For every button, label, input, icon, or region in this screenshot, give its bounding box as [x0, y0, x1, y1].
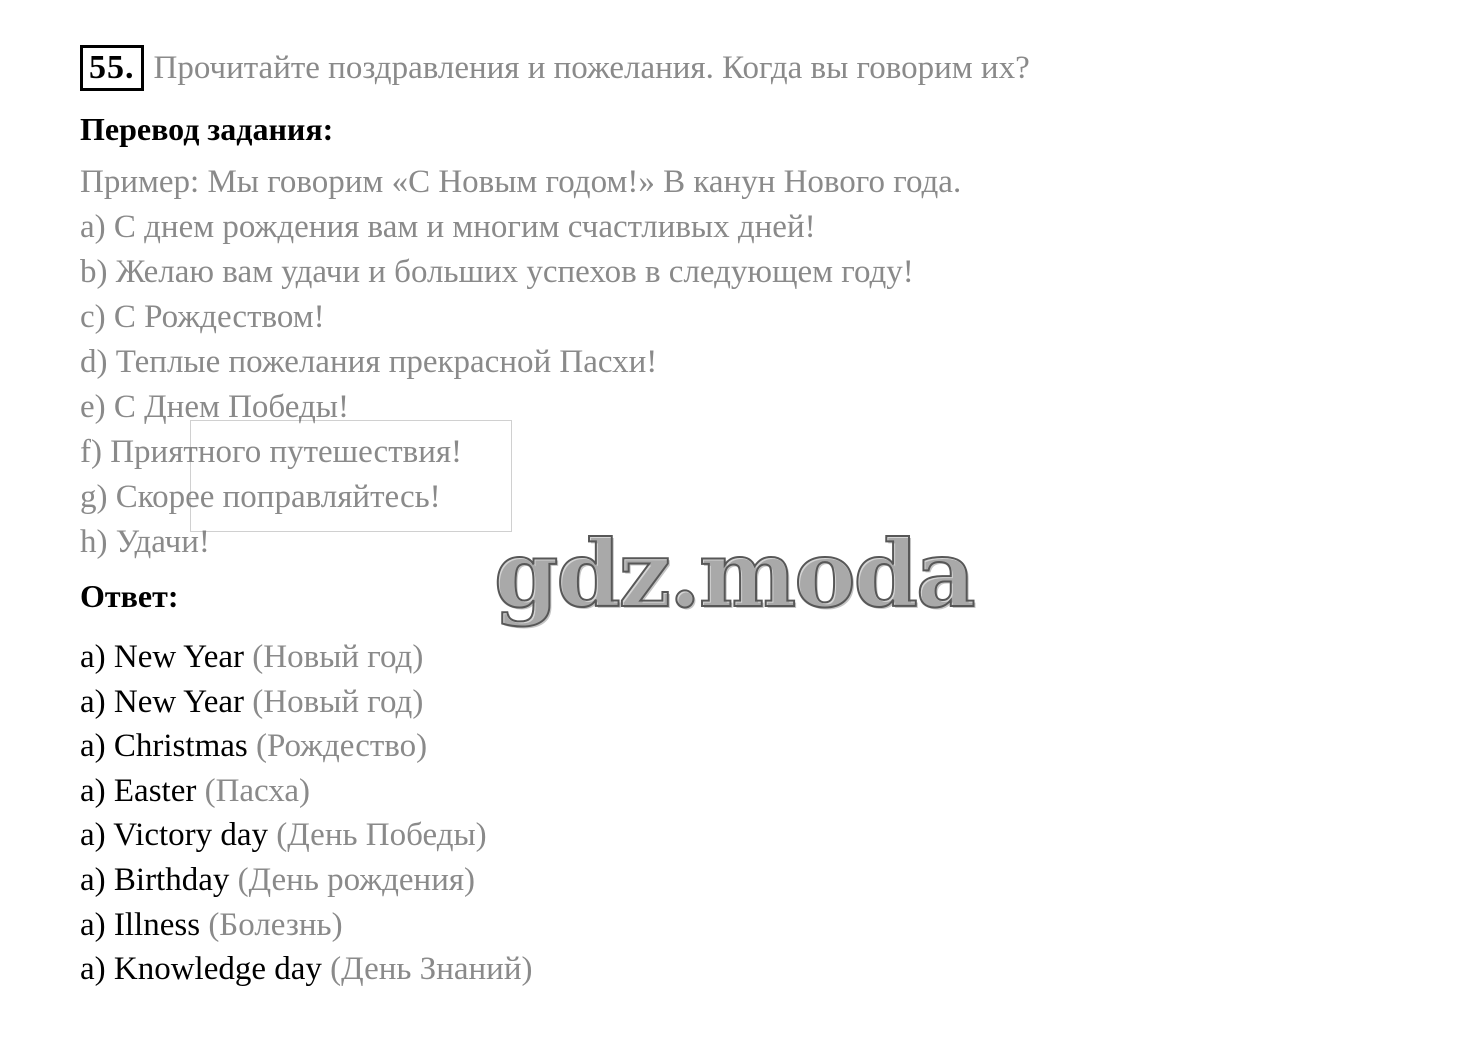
document-page	[80, 38, 1420, 992]
translation-item: e) С Днем Победы!	[80, 389, 349, 425]
translation-item: g) Скорее поправляйтесь!	[80, 479, 441, 515]
answer-letter: a)	[80, 906, 114, 943]
answer-letter: a)	[80, 639, 114, 675]
answer-english: New Year	[113, 683, 245, 720]
answer-letter: a)	[80, 861, 114, 898]
translation-item: b) Желаю вам удачи и больших успехов в следующем году!	[80, 254, 914, 290]
answer-item	[80, 769, 1420, 814]
task-number: 55.	[80, 45, 144, 91]
answer-english: Christmas	[113, 728, 248, 765]
translation-list	[80, 160, 1420, 565]
watermark-logo: gdz.moda	[494, 520, 974, 628]
answer-russian: (Болезнь)	[200, 906, 343, 943]
translation-heading: Перевод задания:	[80, 111, 334, 147]
answer-russian: (День Победы)	[268, 817, 487, 854]
translation-item: h) Удачи!	[80, 524, 210, 560]
answer-english: Birthday	[113, 861, 230, 898]
answer-russian: (День рождения)	[229, 861, 476, 898]
answer-english: Victory day	[113, 817, 269, 854]
answer-item	[80, 813, 1420, 858]
task-header	[80, 38, 1420, 98]
answer-english: Knowledge day	[113, 951, 322, 988]
translation-item: d) Теплые пожелания прекрасной Пасхи!	[80, 344, 658, 380]
answer-heading: Ответ:	[80, 578, 179, 614]
answer-item	[80, 903, 1420, 948]
answer-letter: a)	[80, 951, 114, 988]
answer-english: Illness	[113, 906, 201, 943]
answer-item	[80, 947, 1420, 992]
answer-russian: (Новый год)	[244, 639, 424, 675]
translation-item: a) С днем рождения вам и многим счастливых дней!	[80, 209, 816, 245]
translation-item: f) Приятного путешествия!	[80, 434, 463, 470]
answer-letter: a)	[80, 728, 114, 765]
translation-item: c) С Рождеством!	[80, 299, 325, 335]
answer-russian: (Пасха)	[196, 772, 310, 809]
answer-letter: a)	[80, 817, 114, 854]
translation-example: Пример: Мы говорим «С Новым годом!» В канун Нового года.	[80, 164, 962, 200]
answer-english: Easter	[113, 772, 197, 809]
answer-item	[80, 858, 1420, 903]
answer-russian: (Новый год)	[244, 683, 424, 720]
answer-letter: a)	[80, 772, 114, 809]
answer-english: New Year	[113, 639, 245, 675]
answer-russian: (День Знаний)	[321, 951, 533, 988]
task-instruction: Прочитайте поздравления и пожелания. Когда вы говорим их?	[153, 49, 1030, 86]
answer-russian: (Рождество)	[247, 728, 428, 765]
answer-item	[80, 635, 1420, 680]
answer-letter: a)	[80, 683, 114, 720]
answer-item	[80, 724, 1420, 769]
answer-item	[80, 680, 1420, 725]
answer-list	[80, 635, 1420, 992]
